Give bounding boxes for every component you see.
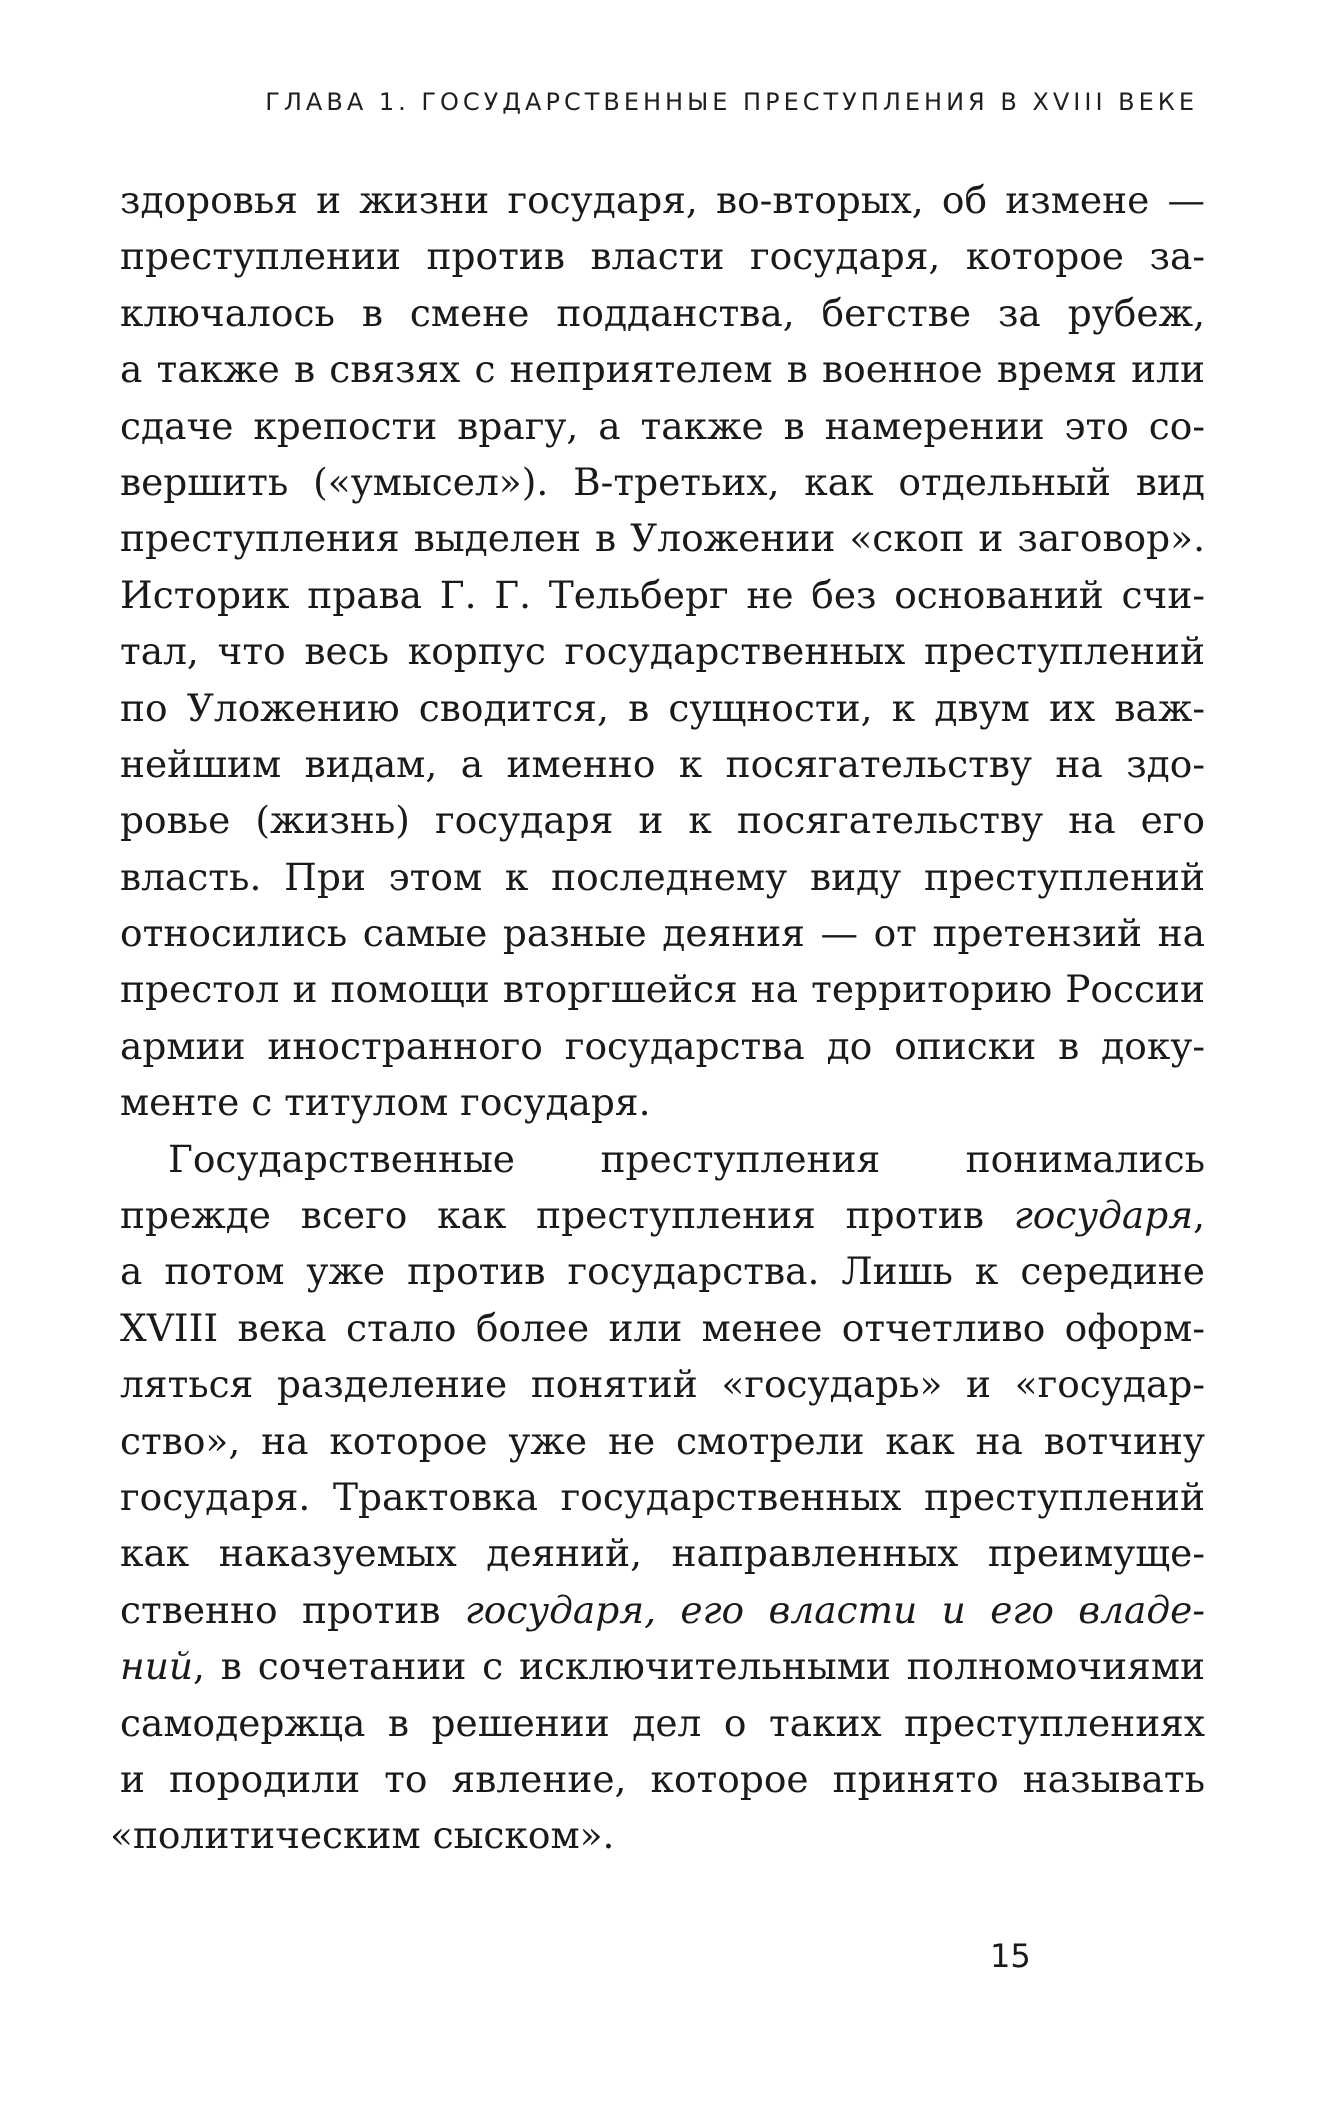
text-line [120,1074,1205,1130]
text-run: ляться разделение понятий «государь» и «государ- [120,1362,1205,1407]
italic-text: ний [120,1644,194,1689]
italic-text: государя [1013,1193,1194,1238]
text-run: армии иностранного государства до описки в доку- [120,1023,1205,1068]
text-run: Историк права Г. Г. Тельберг не без оснований счи- [120,572,1205,617]
text-run: тал, что весь корпус государственных преступлений [120,629,1205,674]
text-line [120,172,1205,228]
text-line [120,1751,1205,1807]
text-run: относились самые разные деяния — от претензий на [120,911,1205,956]
text-line [120,1695,1205,1751]
text-line [120,1243,1205,1299]
paragraph [120,172,1205,1131]
text-line [120,961,1205,1017]
text-line [110,1807,1205,1863]
text-run: а потом уже против государства. Лишь к середине [120,1249,1205,1294]
text-line [120,849,1205,905]
text-run: здоровья и жизни государя, во-вторых, об измене — [120,178,1205,222]
text-line [120,1018,1205,1074]
text-run: по Уложению сводится, в сущности, к двум их важ- [120,685,1205,730]
text-run: как наказуемых деяний, направленных преимуще- [120,1531,1205,1576]
text-run: прежде всего как преступления против [120,1193,1014,1238]
text-line [120,341,1205,397]
paragraph [110,1131,1205,1864]
text-line [120,454,1205,510]
text-line [120,680,1205,736]
text-run: власть. При этом к последнему виду преступлений [120,854,1205,899]
text-run: вершить («умысел»). В-третьих, как отдельный вид [120,459,1205,504]
text-run: ровье (жизнь) государя и к посягательству на его [120,798,1205,843]
text-run: , [1193,1193,1205,1238]
text-run: преступлении против власти государя, которое за- [120,234,1205,279]
text-run: «политическим сыском». [110,1813,615,1858]
page-number: 15 [990,1937,1031,1975]
text-line [120,567,1205,623]
text-run: , в сочетании с исключительными полномочиями [193,1644,1205,1689]
text-line [120,1469,1205,1525]
text-line [120,1187,1205,1243]
text-line [120,398,1205,454]
text-line [120,510,1205,566]
text-run: самодержца в решении дел о таких преступлениях [120,1700,1205,1745]
running-head: ГЛАВА 1. ГОСУДАРСТВЕННЫЕ ПРЕСТУПЛЕНИЯ В XVIII ВЕКЕ [265,88,1198,116]
text-run: ключалось в смене подданства, бегстве за рубеж, [120,290,1205,335]
text-line [120,1582,1205,1638]
text-run: преступления выделен в Уложении «скоп и заговор». [120,516,1205,561]
text-line [120,905,1205,961]
text-line [120,1300,1205,1356]
text-run: и породили то явление, которое принято называть [120,1756,1205,1801]
text-run: государя. Трактовка государственных преступлений [120,1474,1205,1519]
text-run: Государственные преступления понимались [168,1136,1205,1181]
text-line [120,1356,1205,1412]
text-run: престол и помощи вторгшейся на территорию России [120,967,1205,1012]
text-line [120,1413,1205,1469]
text-run: ственно против [120,1587,465,1632]
text-run: менте с титулом государя. [120,1080,651,1125]
text-run: XVIII века стало более или менее отчетливо оформ- [120,1305,1205,1350]
text-line [120,1638,1205,1694]
text-line [120,1131,1205,1187]
text-line [120,623,1205,679]
text-run: ство», на которое уже не смотрели как на вотчину [120,1418,1205,1463]
text-line [120,285,1205,341]
text-line [120,736,1205,792]
text-line [120,1525,1205,1581]
text-line [120,792,1205,848]
body-text [110,172,1205,1864]
text-run: а также в связях с неприятелем в военное время или [120,347,1205,392]
text-run: сдаче крепости врагу, а также в намерении это со- [120,403,1205,448]
italic-text: государя, его власти и его владе- [464,1587,1205,1632]
text-run: нейшим видам, а именно к посягательству на здо- [120,741,1205,786]
text-line [120,228,1205,284]
